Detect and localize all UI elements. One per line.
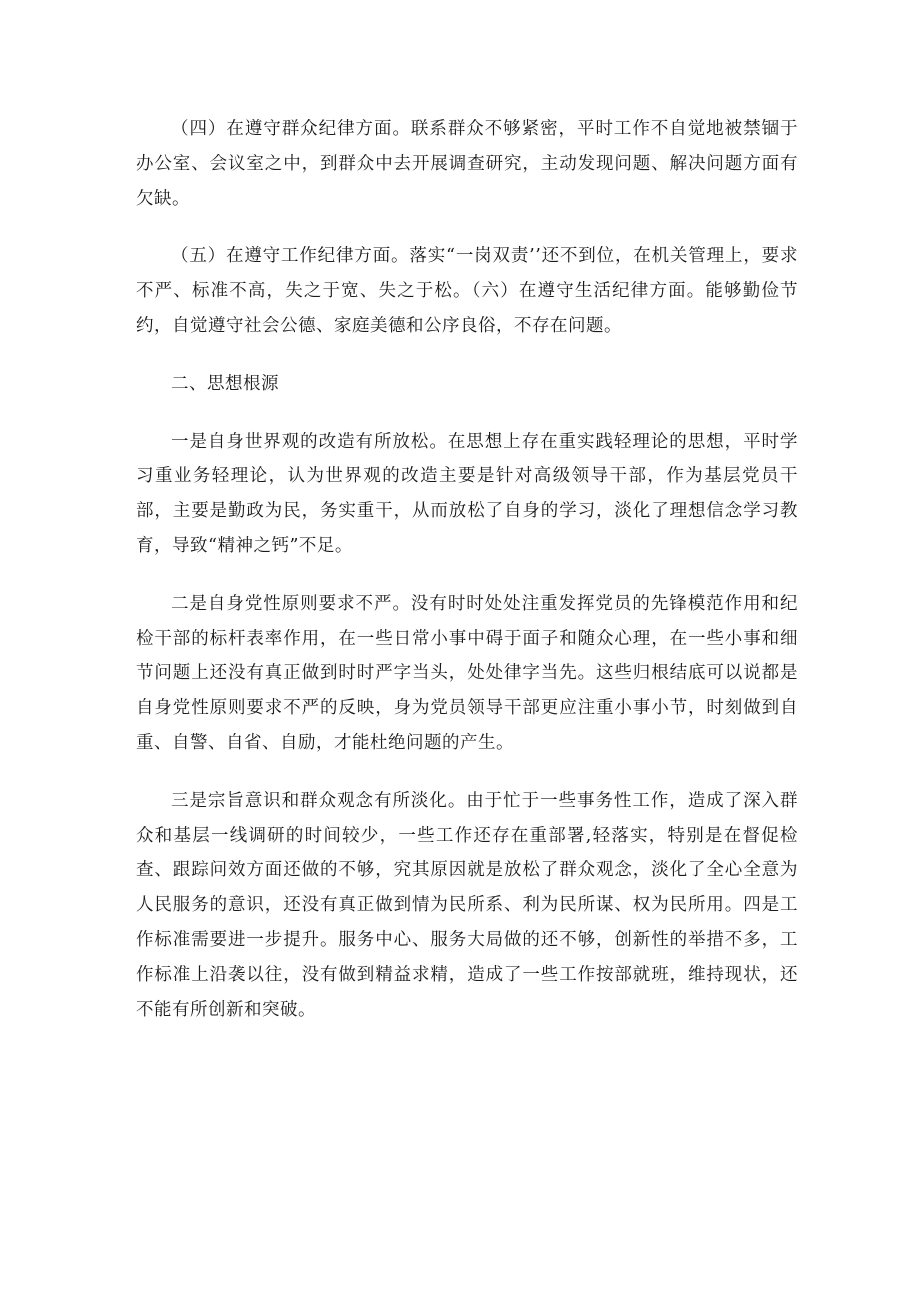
paragraph-gap [136,761,798,784]
paragraph-discipline-masses: （四）在遵守群众纪律方面。联系群众不够紧密，平时工作不自觉地被禁锢于办公室、会议室之中，到群众中去开展调查研究，主动发现问题、解决问题方面有欠缺。 [136,119,798,209]
paragraph-gap [136,216,798,239]
paragraph-gap [136,402,798,425]
paragraph-gap [136,344,798,367]
paragraph-purpose-awareness: 三是宗旨意识和群众观念有所淡化。由于忙于一些事务性工作，造成了深入群众和基层一线调研的时间较少，一些工作还存在重部署,轻落实，特别是在督促检查、跟踪问效方面还做的不够，究其原因就是放松了群众观念，淡化了全心全意为人民服务的意识，还没有真正做到情为民所系、利为民所谋、权为民所用。四是工作标准需要进一步提升。服务中心、服务大局做的还不够，创新性的举措不多，工作标准上沿袭以往，没有做到精益求精，造成了一些工作按部就班，维持现状，还不能有所创新和突破。 [136,790,798,1020]
paragraph-discipline-work-life: （五）在遵守工作纪律方面。落实“一岗双责’’还不到位，在机关管理上，要求不严、标准不高，失之于宽、失之于松。（六）在遵守生活纪律方面。能够勤俭节约，自觉遵守社会公德、家庭美德和公序良俗，不存在问题。 [136,246,798,336]
paragraph-gap [136,564,798,587]
paragraph-worldview: 一是自身世界观的改造有所放松。在思想上存在重实践轻理论的思想，平时学习重业务轻理论，认为世界观的改造主要是针对高级领导干部，作为基层党员干部，主要是勤政为民，务实重干，从而放松了自身的学习，淡化了理想信念学习教育，导致“精神之钙”不足。 [136,431,798,556]
section-heading-ideological-roots: 二、思想根源 [171,373,279,394]
document-body [136,112,798,1027]
paragraph-party-spirit: 二是自身党性原则要求不严。没有时时处处注重发挥党员的先锋模范作用和纪检干部的标杆表率作用，在一些日常小事中碍于面子和随众心理，在一些小事和细节问题上还没有真正做到时时严字当头，处处律字当先。这些归根结底可以说都是自身党性原则要求不严的反映，身为党员领导干部更应注重小事小节，时刻做到自重、自警、自省、自励，才能杜绝问题的产生。 [136,593,798,753]
